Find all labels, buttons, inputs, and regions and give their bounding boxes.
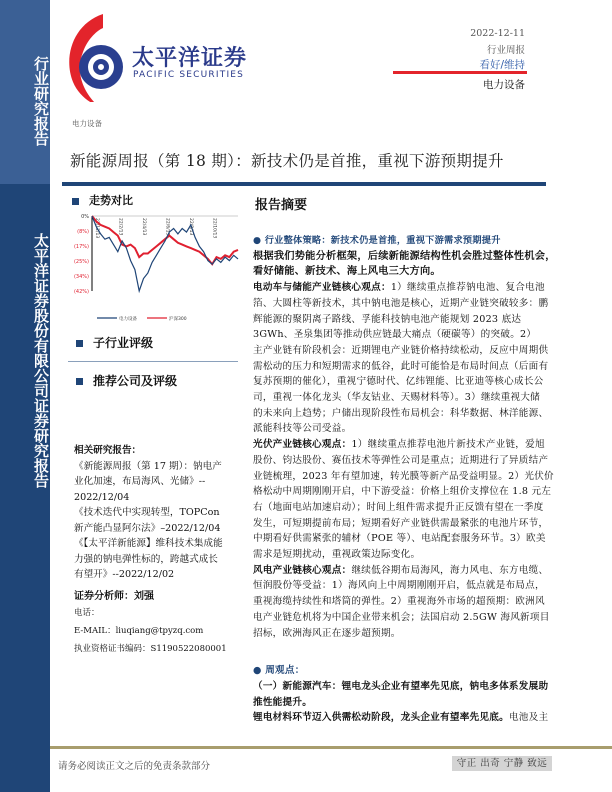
bullet-square-icon — [76, 378, 83, 385]
paragraph-line: 辉能源的聚阴离子路线、孚能科技钠电池产能规划 2023 底达 — [253, 313, 522, 325]
sidebar-top-label: 行业研究报告 — [32, 56, 50, 146]
paragraph-line: 需求是短期扰动，重视政策边际变化。 — [253, 549, 421, 561]
y-tick-label: (42%) — [73, 289, 89, 295]
company-name-cn: 太平洋证券 — [132, 46, 248, 71]
paragraph-lead: 光伏产业链核心观点： — [253, 439, 352, 451]
y-tick-label: (25%) — [73, 259, 89, 265]
related-report-line: 业化加速，布局海风、光储》-- — [74, 476, 206, 487]
paragraph-line: 发生，可短期提前布局；短期看好产业链供需最紧张的电池片环节， — [253, 517, 549, 529]
paragraph-text: 继续低谷期布局海风，海力风电、东方电缆、 — [351, 564, 549, 576]
paragraph-line: 主产业链有阶段机会：近期锂电产业链价格持续松动，反应中周期供 — [253, 344, 549, 356]
industry: 电力设备 — [483, 79, 525, 91]
weekly-heading-text: 周观点： — [265, 665, 305, 677]
related-reports — [74, 443, 227, 658]
paragraph-lead: 风电产业链核心观点： — [253, 564, 352, 576]
report-type: 行业周报 — [486, 45, 525, 56]
paragraph-line: 复苏预期的催化），重视宁德时代、亿纬锂能、比亚迪等核心成长公 — [253, 376, 544, 388]
related-report-line: 2022/12/04 — [74, 491, 130, 503]
paragraph-line: 派能科技等公司受益。 — [253, 423, 352, 435]
analyst-name: 证券分析师：刘强 — [74, 590, 154, 602]
paragraph-line: 恒润股份等受益：1）海风向上中周期刚刚开启，低点就是布局点， — [253, 580, 545, 592]
paragraph-line: 格松动中周期刚刚开启，中下游受益：价格上组价支撑位在 1.8 元左 — [253, 486, 552, 498]
trend-heading-text: 走势对比 — [89, 194, 133, 207]
paragraph-line: 业链梳理，2023 年有望加速，转光膜等新产品受益明显。2）光伏价 — [253, 470, 554, 482]
sub-rating-heading — [76, 334, 153, 351]
divider — [68, 361, 238, 362]
bullet-dot-icon: ● — [253, 235, 265, 246]
related-report-line: 《新能源周报（第 17 期）：钠电产 — [74, 460, 222, 472]
paragraph-first-line — [253, 563, 553, 579]
paragraph-first-line — [253, 280, 553, 296]
y-tick-label: 0% — [81, 214, 89, 220]
analyst-email[interactable]: E-MAIL：liuqiang@tpyzq.com — [74, 626, 204, 636]
company-logo — [63, 12, 133, 102]
analyst-license: 执业资格证书编码：S1190522080001 — [74, 644, 227, 654]
report-date: 2022-12-11 — [470, 28, 525, 39]
footer-rule — [50, 746, 612, 749]
related-report-line: 《【太平洋新能源】维科技术集成能 — [74, 538, 223, 549]
rating: 看好/维持 — [479, 59, 525, 71]
paragraph-line: 右（地面电站加速启动）；时间上组件需求提升正反馈有望在一季度 — [253, 501, 544, 513]
weekly-last-rest: 电池及主 — [508, 712, 549, 724]
related-heading: 相关研究报告： — [74, 445, 142, 456]
disclaimer: 请务必阅读正文之后的免责条款部分 — [58, 761, 211, 772]
x-tick-label: 22/2/13 — [117, 218, 123, 236]
key-thesis-line: 根据我们势能分析框架，后续新能源结构性机会胜过整体性机会， — [253, 249, 556, 262]
paragraph-line: 司，重视一体化龙头（华友钴业、天赐材料等）。3）继续重视大储 — [253, 392, 541, 404]
summary-body — [253, 233, 556, 726]
legend-label: 沪深300 — [169, 317, 187, 322]
company-name-en: PACIFIC SECURITIES — [133, 70, 245, 80]
related-report-line: 新产能凸显阿尔法》–2022/12/04 — [74, 522, 221, 534]
paragraph-line: 3GWh、圣泉集团等推动供应链最大痛点（硬碳等）的突破。2） — [253, 329, 537, 341]
weekly-heading — [253, 663, 553, 679]
paragraph-first-line — [253, 437, 553, 453]
x-tick-label: 22/6/13 — [164, 218, 170, 236]
x-tick-label: 22/10/13 — [211, 218, 217, 239]
legend-label: 电力设备 — [119, 317, 137, 322]
bullet-square-icon — [72, 198, 79, 205]
paragraph-line: 重视海缆持续性和塔筒的弹性。2）重视海外市场的超预期：欧洲风 — [253, 596, 545, 608]
paragraph-line: 需松动的压力和短期需求的低谷，此时可能恰是布局时间点（后面有 — [253, 360, 549, 372]
x-tick-label: 22/4/13 — [141, 218, 147, 236]
bullet-dot-icon: ● — [253, 665, 266, 677]
strategy-line — [253, 233, 553, 249]
weekly-subheading-line: （一）新能源汽车：锂电龙头企业有望率先见底，钠电多体系发展助 — [253, 680, 549, 692]
company-motto: 守正 出奇 宁静 致远 — [452, 756, 552, 771]
bullet-square-icon — [76, 340, 83, 347]
category-label: 电力设备 — [72, 119, 102, 128]
weekly-last-bold: 锂电材料环节迈入供需松动阶段，龙头企业有望率先见底。 — [253, 712, 509, 724]
weekly-subheading-line: 推性能提升。 — [253, 696, 313, 708]
page-title: 新能源周报（第 18 期）：新技术仍是首推，重视下游预期提升 — [70, 152, 504, 170]
sidebar-bottom-label: 太平洋证券股份有限公司证券研究报告 — [32, 233, 50, 488]
x-tick-label: 22/8/13 — [188, 218, 194, 236]
paragraph-line: 电产业链危机将为中国企业带来机会；法国启动 2.5GW 海风新项目 — [253, 611, 550, 623]
trend-chart — [62, 208, 247, 326]
x-tick-label: 21/12/13 — [94, 218, 99, 239]
strategy-text: 行业整体策略：新技术仍是首推，重视下游需求预期提升 — [264, 235, 501, 246]
paragraph-text: 1）继续重点推荐电池片新技术产业链，爱旭 — [351, 439, 545, 451]
paragraph-line: 招标，欧洲海风正在逐步超预期。 — [253, 627, 401, 639]
sub-rating-heading-text: 子行业评级 — [93, 336, 154, 350]
y-tick-label: (8%) — [77, 229, 89, 235]
analyst-phone: 电话： — [74, 608, 100, 618]
key-thesis-line: 看好储能、新技术、海上风电三大方向。 — [253, 265, 441, 278]
paragraph-line: 的未来向上趋势；户储出现阶段性布局机会：科华数据、林洋能源、 — [253, 407, 549, 419]
title-rule — [62, 182, 546, 186]
paragraph-text: 1）继续重点推荐钠电池、复合电池 — [390, 282, 545, 294]
trend-heading — [72, 192, 133, 208]
red-divider — [393, 71, 527, 74]
weekly-last-line — [253, 710, 553, 726]
related-report-line: 有望开》--2022/12/02 — [74, 569, 175, 580]
related-report-line: 力强的钠电弹性标的，跨越式成长 — [74, 553, 218, 565]
paragraph-lead: 电动车与储能产业链核心观点： — [253, 282, 391, 294]
paragraph-line: 中期看好供需紧张的辅材（POE 等）、电站配套服务环节。3）欧美 — [253, 533, 546, 545]
y-tick-label: (34%) — [73, 274, 89, 280]
paragraph-line: 股份、钧达股份、赛伍技术等弹性公司是重点；近期进行了异质结产 — [253, 454, 549, 466]
y-tick-label: (17%) — [73, 244, 89, 250]
paragraph-line: 箔、大圆柱等新技术，其中钠电池是核心，近期产业链突破较多：鹏 — [253, 297, 549, 309]
related-report-line: 《技术迭代中实现转型，TOPCon — [74, 507, 220, 518]
recommend-heading — [76, 372, 177, 389]
summary-heading: 报告摘要 — [255, 198, 308, 213]
recommend-heading-text: 推荐公司及评级 — [93, 374, 178, 388]
